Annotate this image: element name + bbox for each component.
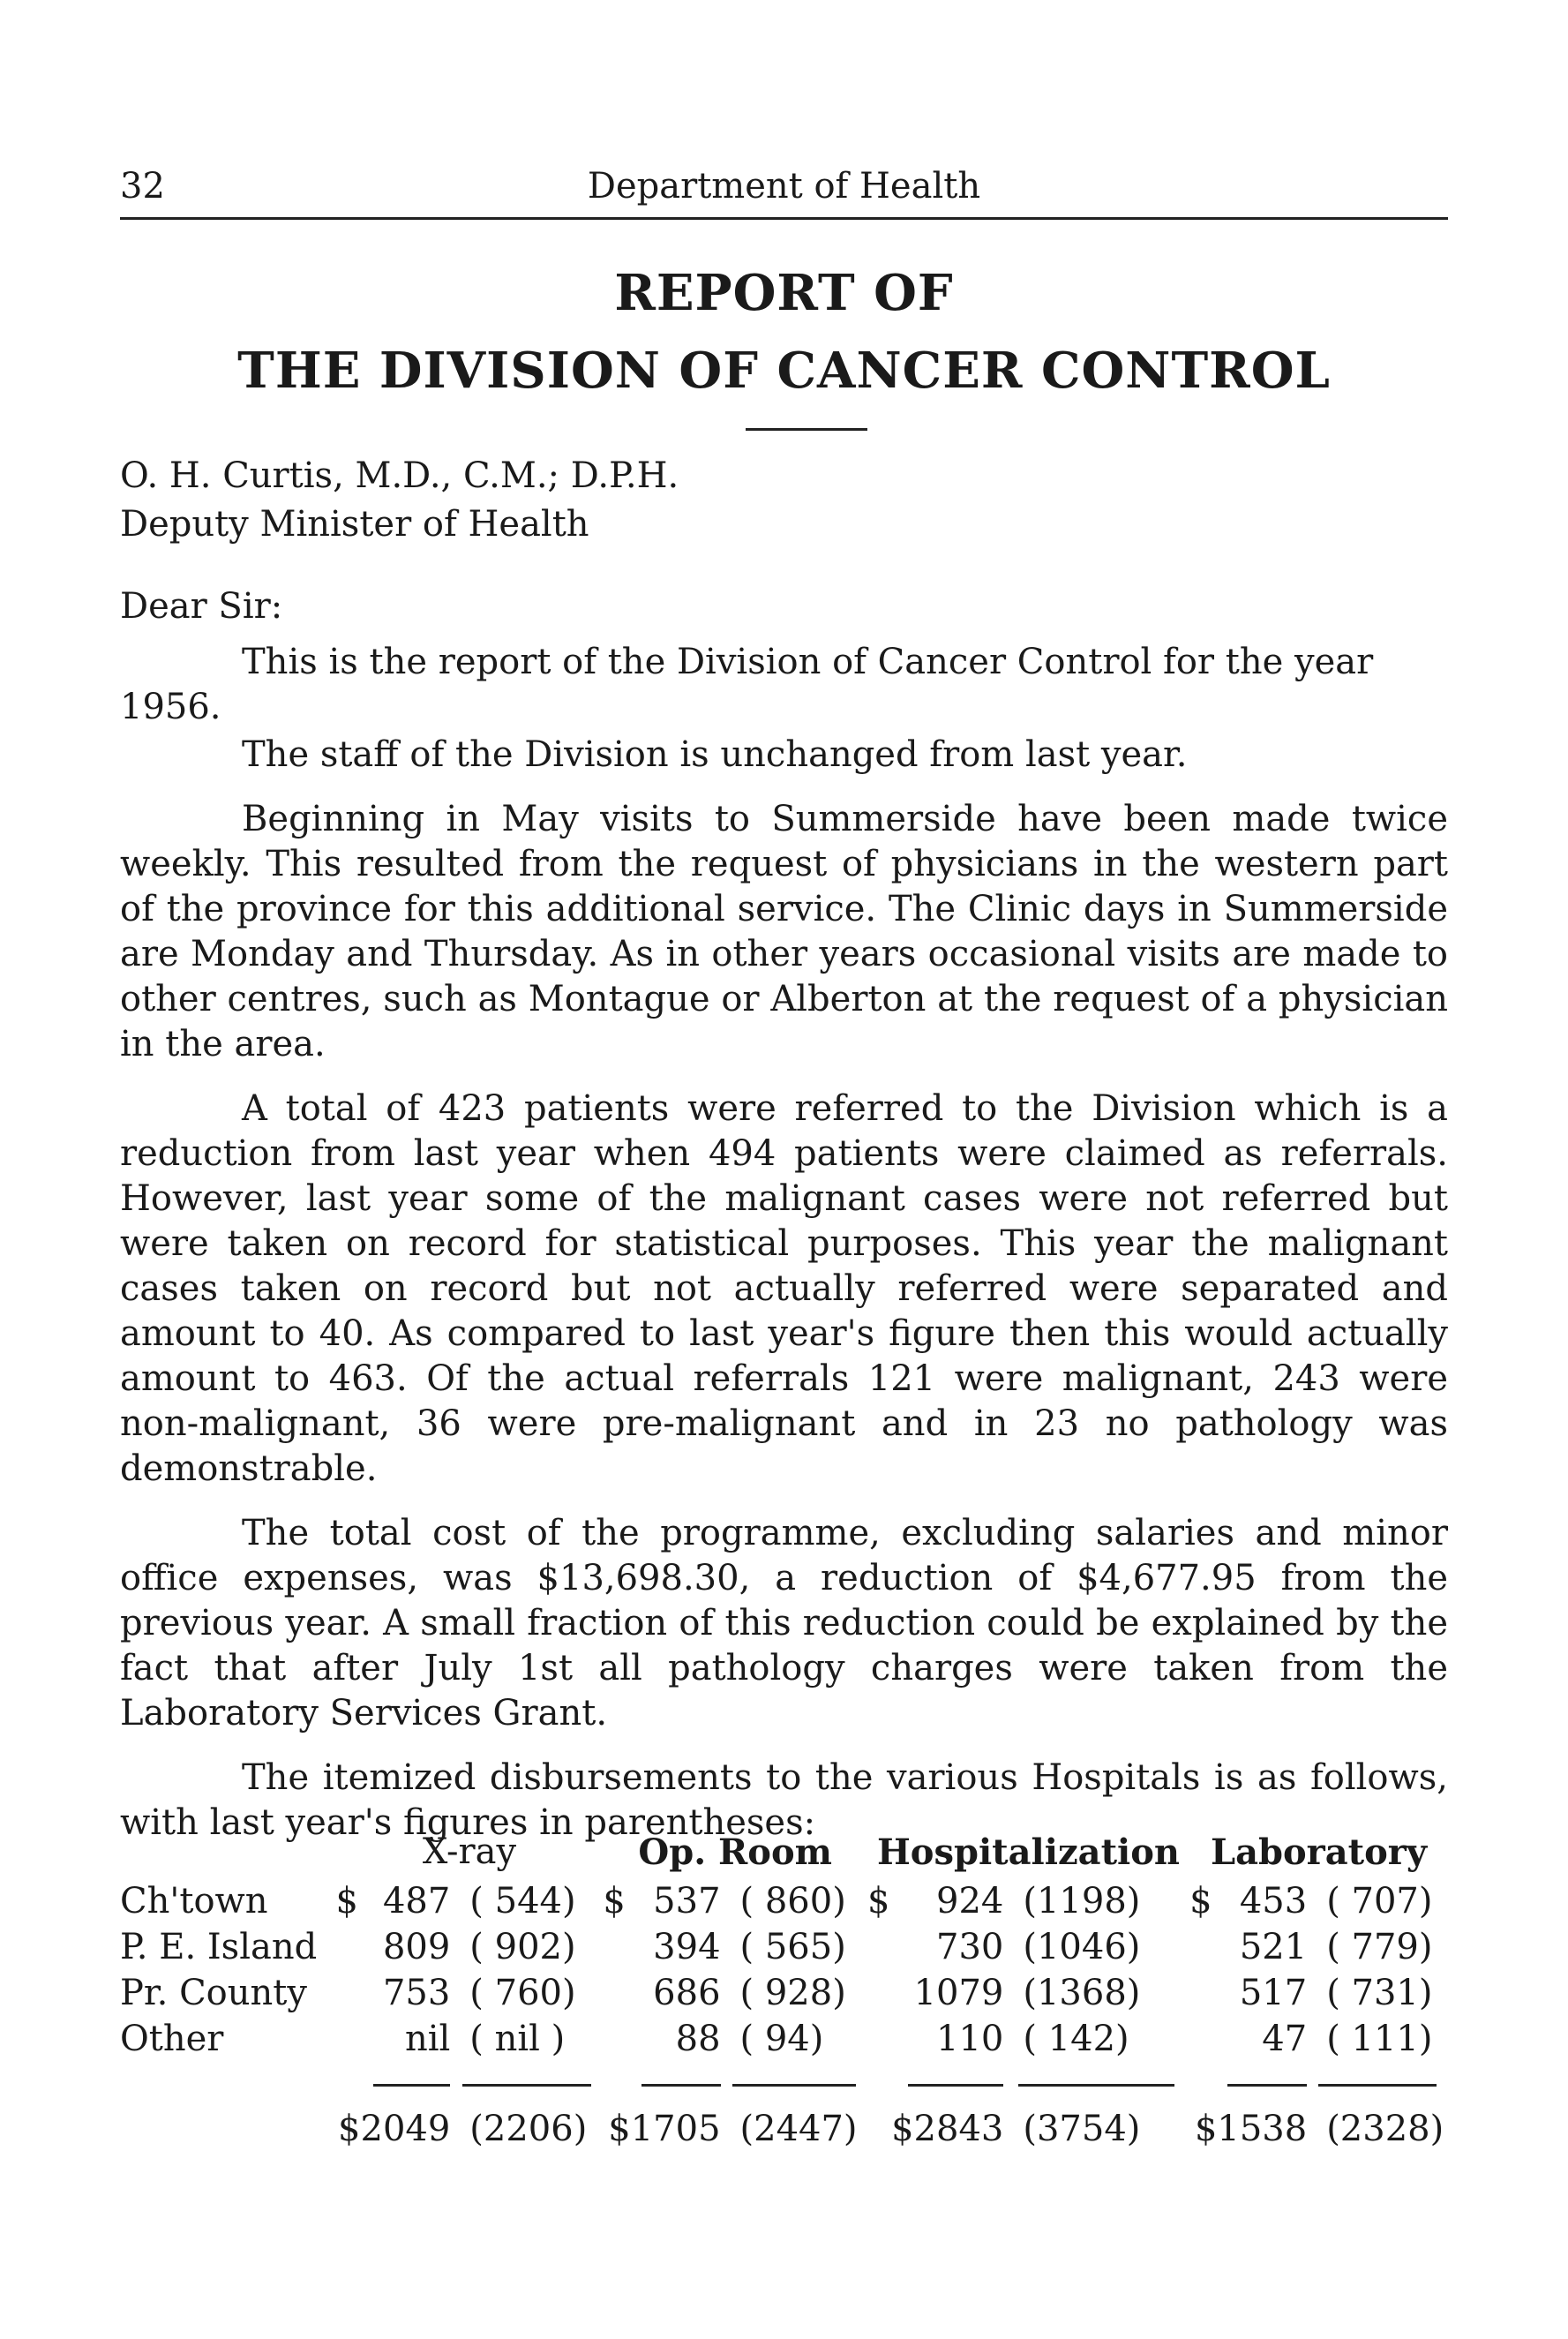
column-header: Hospitalization [877,1831,1181,1873]
paragraph: The staff of the Division is unchanged from last year. [242,734,1188,775]
table-cell: ( 142) [1023,2019,1129,2059]
sum-rule-row [120,2062,1448,2102]
table-cell: 809 [382,1927,451,1967]
currency-sign: $ [867,1881,890,1922]
total-cell: $2843 [891,2109,1004,2149]
table-cell: ( 902) [469,1927,576,1967]
table-cell: 686 [653,1973,721,2013]
total-cell: $1538 [1194,2109,1308,2149]
column-header: Op. Room [638,1831,832,1873]
table-cell: 487 [382,1881,451,1922]
totals-row [120,2102,1448,2155]
paragraph: The itemized disbursements to the various Hospitals is as follows, with last year's figures in parentheses: [120,1757,1448,1843]
page-number: 32 [120,166,165,207]
table-cell: (1198) [1023,1881,1141,1922]
table-cell: (1046) [1023,1927,1141,1967]
table-cell: ( 565) [739,1927,846,1967]
table-cell: 110 [936,2019,1004,2059]
table-cell: ( 731) [1326,1973,1433,2013]
table-cell: (1368) [1023,1973,1141,2013]
sum-rule [1227,2084,1307,2087]
addressee-position: Deputy Minister of Health [120,504,589,545]
addressee-block [120,452,679,549]
table-cell: 537 [653,1881,721,1922]
table-cell: ( 860) [739,1881,846,1922]
addressee-name: O. H. Curtis, M.D., C.M.; D.P.H. [120,455,679,496]
table-cell: nil [404,2019,451,2059]
report-title [120,254,1448,410]
table-cell: 517 [1239,1973,1308,2013]
report-title-line2: THE DIVISION OF CANCER CONTROL [237,342,1331,400]
paragraph: The total cost of the programme, excluding salaries and minor office expenses, was $13,698.30, a reduction of $4,677.95 from the previous year. A small fraction of this reduction could be explained by the fact that after July 1st all pathology charges were taken from the Laboratory Services Grant. [120,1513,1448,1734]
total-cell: (2206) [469,2109,588,2149]
report-title-line1: REPORT OF [614,264,954,322]
table-cell: ( 760) [469,1973,576,2013]
total-cell: (2447) [739,2109,858,2149]
paragraph: A total of 423 patients were referred to the Division which is a reduction from last year when 494 patients were claimed as referrals. However, last year some of the malignant cases were not referred but were taken on record for statistical purposes. This year the malignant cases taken on record but not actually referred were separated and amount to 40. As compared to last year's figure then this would actually amount to 463. Of the actual referrals 121 were malignant, 243 were non-malignant, 36 were pre-malignant and in 23 no pathology was demonstrable. [120,1088,1448,1489]
disbursements-table [120,1825,1448,2155]
table-cell: 453 [1239,1881,1308,1922]
total-cell: $1705 [608,2109,721,2149]
table-cell: ( 779) [1326,1927,1433,1967]
table-cell: 753 [382,1973,451,2013]
table-cell: 47 [1262,2019,1308,2059]
column-header: Laboratory [1210,1831,1428,1873]
total-cell: (2328) [1326,2109,1444,2149]
sum-rule [462,2084,590,2087]
running-header [120,166,1448,210]
row-label: Ch'town [120,1881,268,1922]
table-cell: ( 94) [739,2019,824,2059]
table-header-row [120,1825,1448,1878]
table-row [120,1970,1448,2016]
sum-rule [1018,2084,1174,2087]
total-cell: $2049 [338,2109,451,2149]
table-cell: 88 [675,2019,721,2059]
title-rule [746,428,867,431]
sum-rule [732,2084,856,2087]
table-cell: 730 [936,1927,1004,1967]
table-cell: ( nil ) [469,2019,566,2059]
table-cell: ( 707) [1326,1881,1433,1922]
row-label: Other [120,2019,224,2059]
currency-sign: $ [1189,1881,1212,1922]
sum-rule [373,2084,450,2087]
table-row [120,2016,1448,2062]
table-cell: 1079 [913,1973,1004,2013]
table-cell: ( 928) [739,1973,846,2013]
table-cell: 924 [936,1881,1004,1922]
header-rule [120,217,1448,220]
table-cell: 394 [653,1927,721,1967]
paragraph: This is the report of the Division of Cancer Control for the year 1956. [120,642,1374,727]
paragraph: Beginning in May visits to Summerside have been made twice weekly. This resulted from the request of physicians in the western part of the province for this additional service. The Clinic days in Summerside are Monday and Thursday. As in other years occasional visits are made to other centres, such as Montague or Alberton at the request of a physician in the area. [120,799,1448,1064]
sum-rule [641,2084,721,2087]
table-row [120,1924,1448,1970]
currency-sign: $ [335,1881,358,1922]
sum-rule [1318,2084,1437,2087]
row-label: P. E. Island [120,1927,318,1967]
salutation: Dear Sir: [120,586,283,627]
column-header: X-ray [422,1831,517,1872]
table-cell: ( 544) [469,1881,576,1922]
table-row [120,1878,1448,1924]
header-title: Department of Health [587,166,981,207]
table-cell: 521 [1239,1927,1308,1967]
row-label: Pr. County [120,1973,307,2013]
sum-rule [908,2084,1003,2087]
table-cell: ( 111) [1326,2019,1433,2059]
report-body [120,640,1448,1846]
currency-sign: $ [603,1881,626,1922]
total-cell: (3754) [1023,2109,1141,2149]
